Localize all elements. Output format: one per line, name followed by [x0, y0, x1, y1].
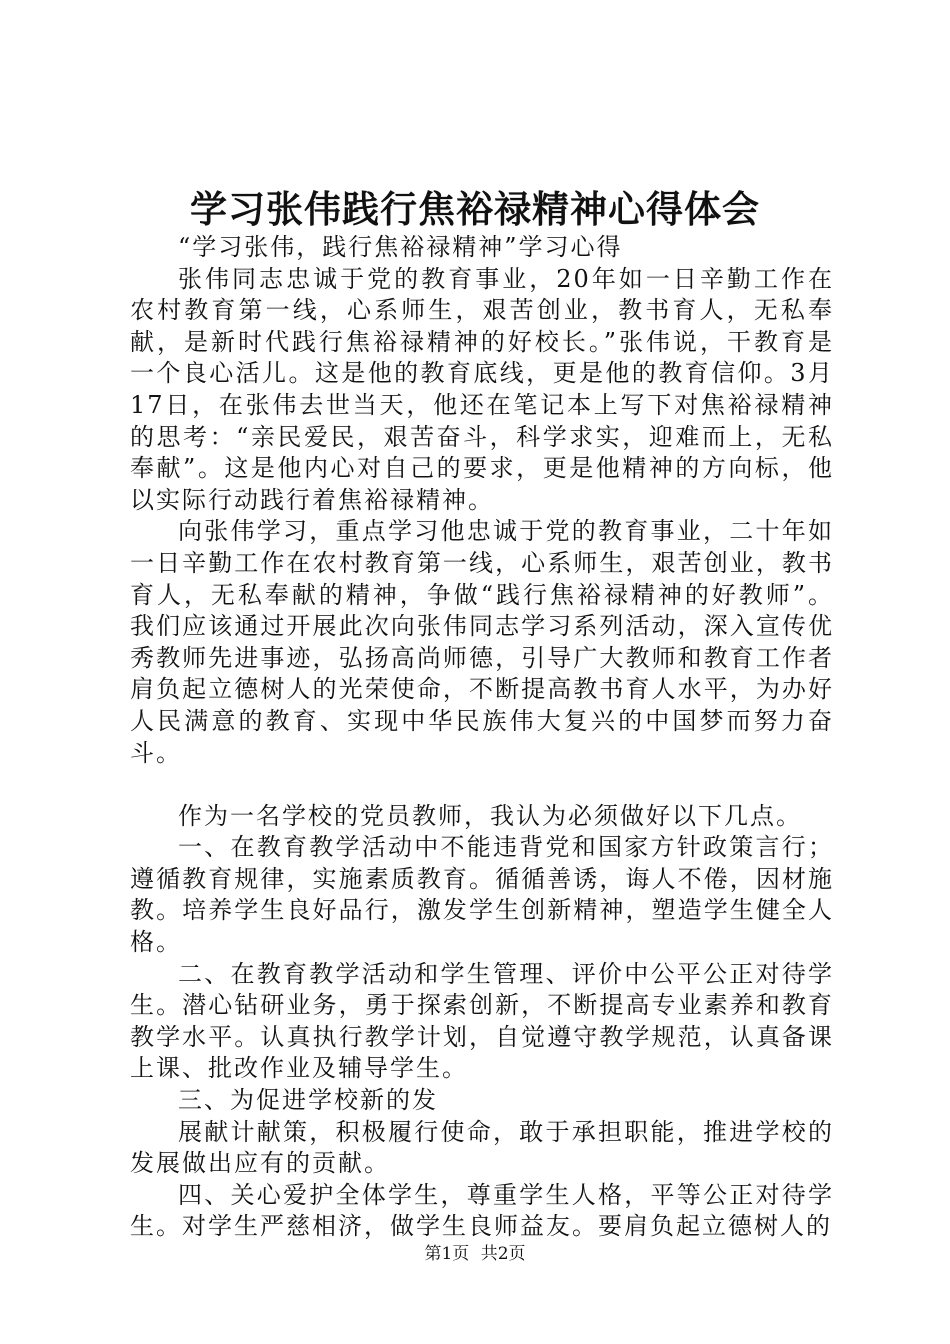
document-title: 学习张伟践行焦裕禄精神心得体会 [190, 187, 760, 231]
page-footer [0, 1242, 950, 1266]
document-body [130, 232, 834, 1243]
list-item-paragraph: 三、为促进学校新的发 [178, 1086, 438, 1115]
body-paragraph: 向张伟学习，重点学习他忠诚于党的教育事业，二十年如一日辛勤工作在农村教育第一线，心系师生，艰苦创业，教书育人，无私奉献的精神，争做“践行焦裕禄精神的好教师”。我们应该通过开展此次向张伟同志学习系列活动，深入宣传优秀教师先进事迹，弘扬高尚师德，引导广大教师和教育工作者肩负起立德树人的光荣使命，不断提高教书育人水平，为办好人民满意的教育、实现中华民族伟大复兴的中国梦而努力奋斗。 [130, 517, 834, 767]
page-number: 第1页 [424, 1244, 470, 1264]
list-item-paragraph: 二、在教育教学活动和学生管理、评价中公平公正对待学生。潜心钻研业务，勇于探索创新，不断提高专业素养和教育教学水平。认真执行教学计划，自觉遵守教学规范，认真备课上课、批改作业及辅导学生。 [130, 959, 834, 1083]
list-item-paragraph: 四、关心爱护全体学生，尊重学生人格，平等公正对待学生。对学生严慈相济，做学生良师益友。要肩负起立德树人的 [130, 1180, 834, 1241]
subtitle-paragraph: “学习张伟，践行焦裕禄精神”学习心得 [178, 233, 623, 261]
body-paragraph: 张伟同志忠诚于党的教育事业，20年如一日辛勤工作在农村教育第一线，心系师生，艰苦创业，教书育人，无私奉献，是新时代践行焦裕禄精神的好校长。”张伟说，干教育是一个良心活儿。这是他的教育底线，更是他的教育信仰。3月17日，在张伟去世当天，他还在笔记本上写下对焦裕禄精神的思考：“亲民爱民，艰苦奋斗，科学求实，迎难而上，无私奉献”。这是他内心对自己的要求，更是他精神的方向标，他以实际行动践行着焦裕禄精神。 [130, 264, 834, 514]
page-total: 共2页 [480, 1244, 526, 1264]
list-item-paragraph: 一、在教育教学活动中不能违背党和国家方针政策言行；遵循教育规律，实施素质教育。循循善诱，诲人不倦，因材施教。培养学生良好品行，激发学生创新精神，塑造学生健全人格。 [130, 833, 834, 957]
body-paragraph: 展献计献策，积极履行使命，敢于承担职能，推进学校的发展做出应有的贡献。 [130, 1117, 834, 1178]
paragraph-spacer [130, 769, 834, 801]
body-paragraph: 作为一名学校的党员教师，我认为必须做好以下几点。 [178, 801, 802, 830]
